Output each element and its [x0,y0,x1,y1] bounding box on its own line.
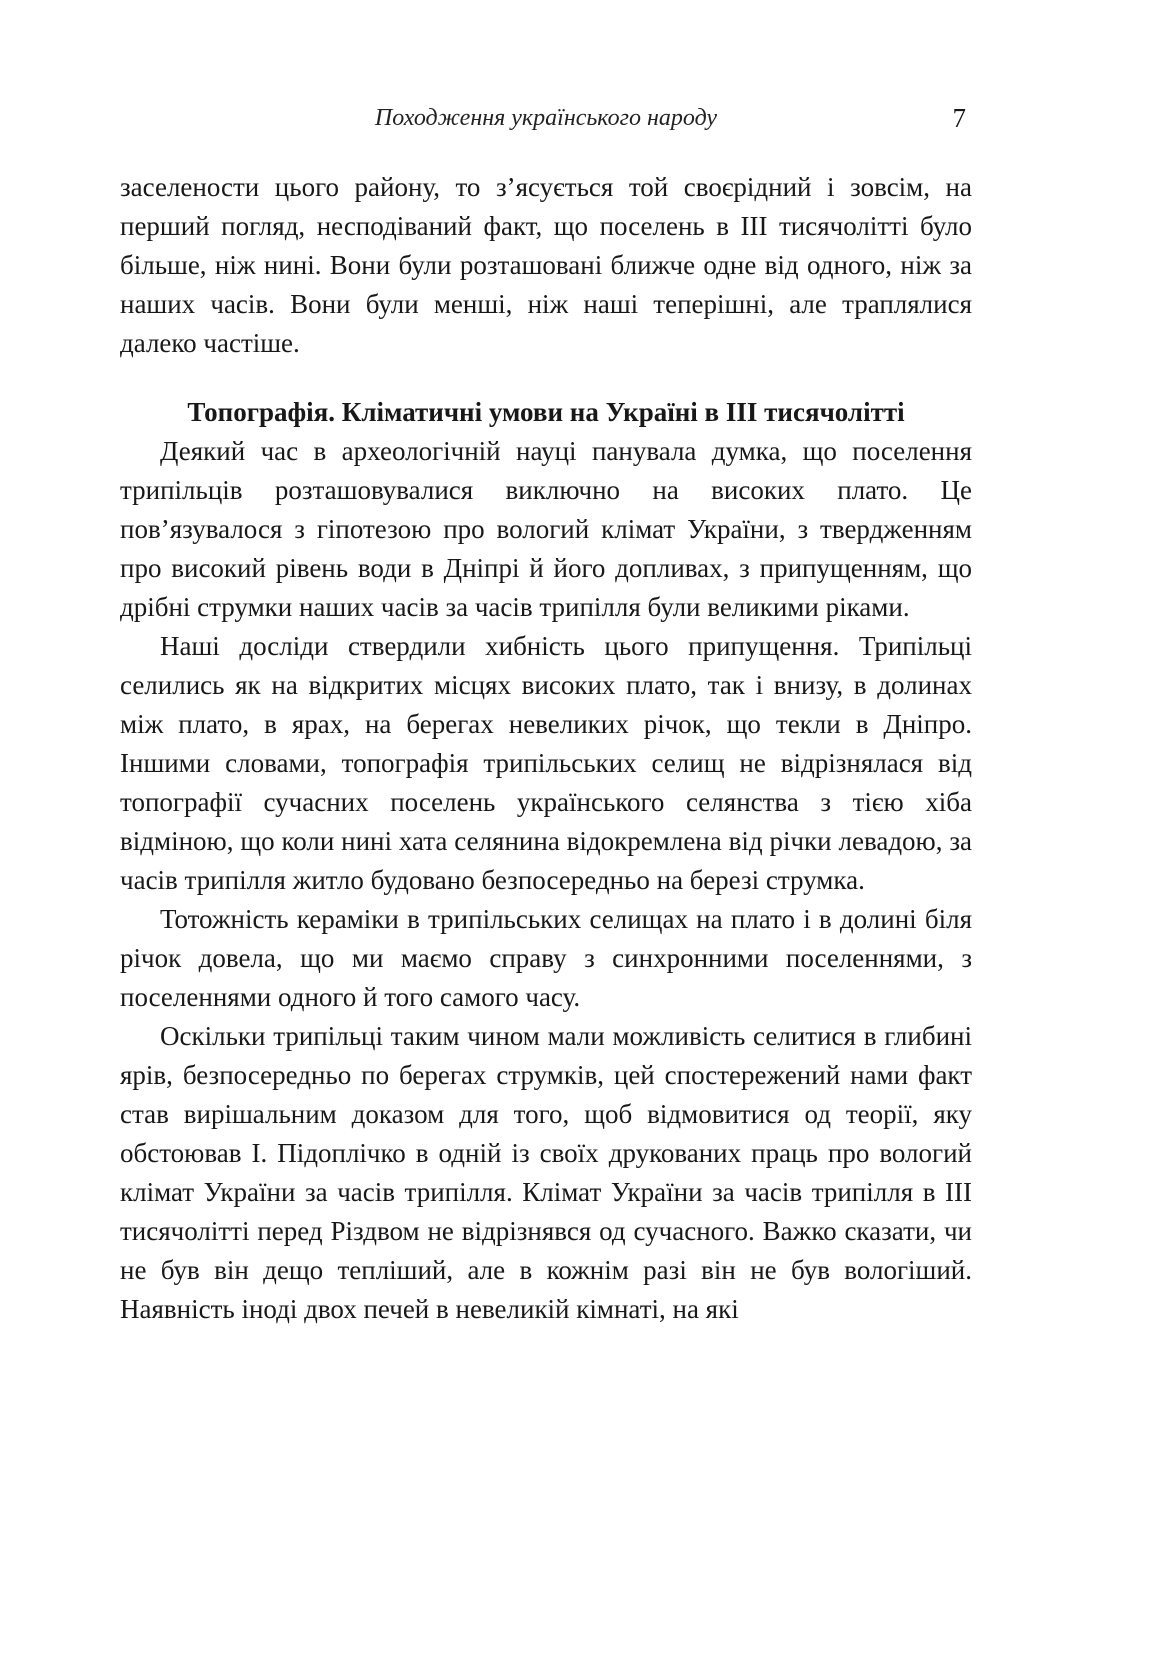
page-header [120,100,972,142]
body-paragraph: Деякий час в археологічній науці панувала думка, що поселення трипільців розташовувалися виключно на високих плато. Це пов’язувалося з гіпотезою про вологий клімат України, з твердженням про високий рівень води в Дніпрі й його допливах, з припущенням, що дрібні струмки наших часів за часів трипілля були великими ріками. [120,436,972,622]
body-paragraph: Наші досліди ствердили хибність цього припущення. Трипільці селились як на відкритих місцях високих плато, так і внизу, в долинах між плато, в ярах, на берегах невеликих річок, що текли в Дніпро. Іншими словами, топографія трипільських селищ не відрізнялася від топографії сучасних поселень українського селянства з тією хіба відміною, що коли нині хата селянина відокремлена від річки левадою, за часів трипілля житло будовано безпосередньо на березі струмка. [120,631,972,895]
body-paragraph: Оскільки трипільці таким чином мали можливість селитися в глибині ярів, безпосередньо по берегах струмків, цей спостережений нами факт став вирішальним доказом для того, щоб відмовитися од теорії, яку обстоював І. Підоплічко в одній із своїх друкованих праць про вологий клімат України за часів трипілля. Клімат України за часів трипілля в III тисячолітті перед Різдвом не відрізнявся од сучасного. Важко сказати, чи не був він дещо тепліший, але в кожнім разі він не був вологіший. Наявність іноді двох печей в невеликій кімнаті, на які [120,1021,972,1324]
body-paragraph-continuation: заселености цього району, то з’ясується той своєрідний і зовсім, на перший погляд, несподіваний факт, що поселень в III тисячолітті було більше, ніж нині. Вони були розташовані ближче одне від одного, ніж за наших часів. Вони були менші, ніж наші теперішні, але траплялися далеко частіше. [120,172,972,358]
running-header-title: Походження українського народу [374,105,718,131]
page-number: 7 [952,103,966,133]
body-paragraph: Тотожність кераміки в трипільських селищах на плато і в долині біля річок довела, що ми маємо справу з синхронними поселеннями, з поселеннями одного й того самого часу. [120,904,972,1012]
page-body [120,168,972,1329]
section-heading: Топографія. Кліматичні умови на Україні в III тисячолітті [187,397,905,427]
